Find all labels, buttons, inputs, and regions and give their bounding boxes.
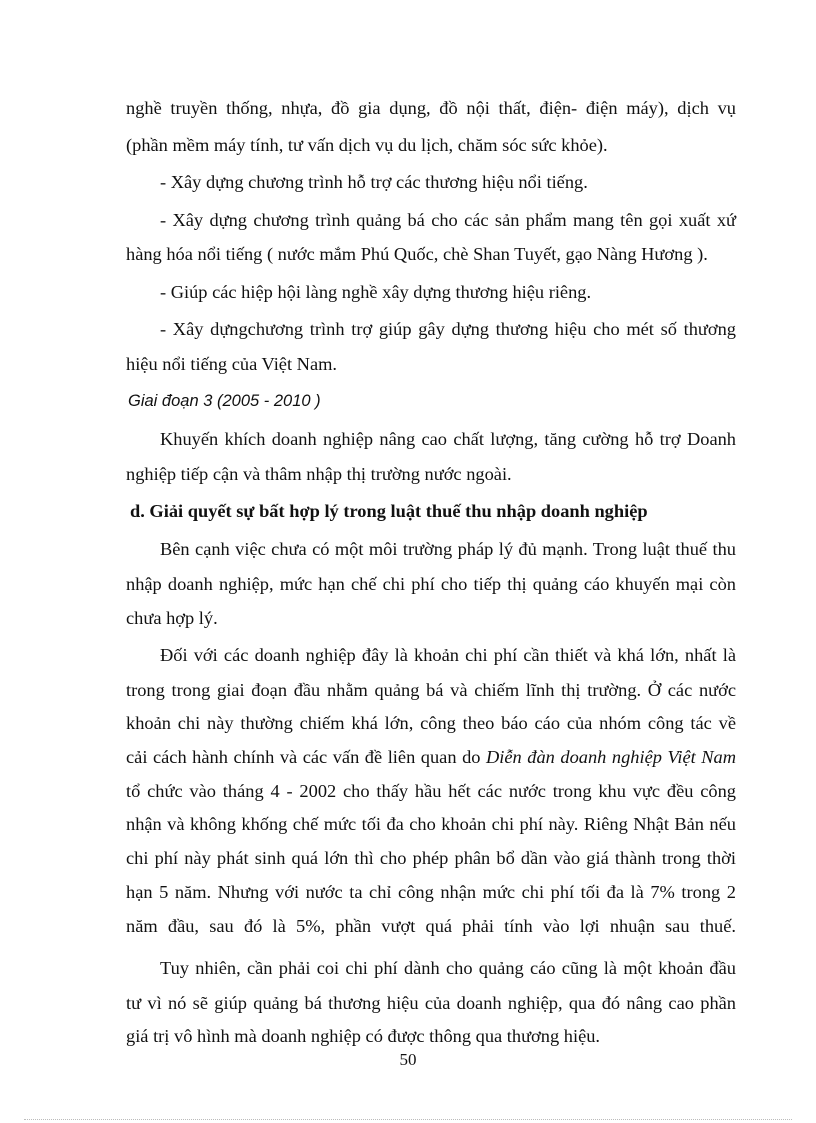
paragraph-line: hạn 5 năm. Nhưng với nước ta chỉ công nhận mức chi phí tối đa là 7% trong 2 xyxy=(126,882,736,902)
bullet-item: - Xây dựngchương trình trợ giúp gây dựng thương hiệu cho mét số thương xyxy=(160,319,736,339)
paragraph-line: nhập doanh nghiệp, mức hạn chế chi phí cho tiếp thị quảng cáo khuyến mại còn xyxy=(126,574,736,594)
paragraph-line: năm đầu, sau đó là 5%, phần vượt quá phải tính vào lợi nhuận sau thuế. xyxy=(126,916,736,936)
phase-subheading: Giai đoạn 3 (2005 - 2010 ) xyxy=(128,392,321,410)
paragraph-line: tư vì nó sẽ giúp quảng bá thương hiệu của doanh nghiệp, qua đó nâng cao phần xyxy=(126,993,736,1013)
footer-divider xyxy=(24,1119,792,1120)
paragraph-line: Tuy nhiên, cần phải coi chi phí dành cho quảng cáo cũng là một khoản đầu xyxy=(160,958,736,978)
paragraph-line: hàng hóa nổi tiếng ( nước mắm Phú Quốc, chè Shan Tuyết, gạo Nàng Hương ). xyxy=(126,244,708,264)
section-heading: d. Giải quyết sự bất hợp lý trong luật thuế thu nhập doanh nghiệp xyxy=(130,501,648,521)
paragraph-line: nghiệp tiếp cận và thâm nhập thị trường nước ngoài. xyxy=(126,464,512,484)
paragraph-line: nhận và không khống chế mức tối đa cho khoản chi phí này. Riêng Nhật Bản nếu xyxy=(126,814,736,834)
paragraph-line: Khuyến khích doanh nghiệp nâng cao chất lượng, tăng cường hỗ trợ Doanh xyxy=(160,429,736,449)
paragraph-line: nghề truyền thống, nhựa, đồ gia dụng, đồ nội thất, điện- điện máy), dịch vụ xyxy=(126,98,736,118)
paragraph-line: khoản chi này thường chiếm khá lớn, công theo báo cáo của nhóm công tác về xyxy=(126,713,736,733)
paragraph-line xyxy=(126,745,736,769)
paragraph-text: cải cách hành chính và các vấn đề liên quan do xyxy=(126,747,486,767)
paragraph-line: Bên cạnh việc chưa có một môi trường pháp lý đủ mạnh. Trong luật thuế thu xyxy=(160,539,736,559)
bullet-item: - Giúp các hiệp hội làng nghề xây dựng thương hiệu riêng. xyxy=(160,282,592,302)
paragraph-line: (phần mềm máy tính, tư vấn dịch vụ du lịch, chăm sóc sức khỏe). xyxy=(126,135,608,155)
paragraph-line: chưa hợp lý. xyxy=(126,608,218,628)
bullet-item: - Xây dựng chương trình hỗ trợ các thương hiệu nổi tiếng. xyxy=(160,172,588,192)
bullet-item: - Xây dựng chương trình quảng bá cho các sản phẩm mang tên gọi xuất xứ xyxy=(160,210,736,230)
paragraph-line: trong trong giai đoạn đầu nhằm quảng bá và chiếm lĩnh thị trường. Ở các nước xyxy=(126,680,736,700)
paragraph-line: tổ chức vào tháng 4 - 2002 cho thấy hầu hết các nước trong khu vực đều công xyxy=(126,781,736,801)
paragraph-line: giá trị vô hình mà doanh nghiệp có được thông qua thương hiệu. xyxy=(126,1026,601,1046)
paragraph-line: Đối với các doanh nghiệp đây là khoản chi phí cần thiết và khá lớn, nhất là xyxy=(160,645,736,665)
paragraph-line: hiệu nổi tiếng của Việt Nam. xyxy=(126,354,338,374)
forum-name: Diễn đàn doanh nghiệp Việt Nam xyxy=(486,747,736,767)
paragraph-line: chi phí này phát sinh quá lớn thì cho phép phân bổ dần vào giá thành trong thời xyxy=(126,848,736,868)
page-number: 50 xyxy=(399,1050,417,1069)
